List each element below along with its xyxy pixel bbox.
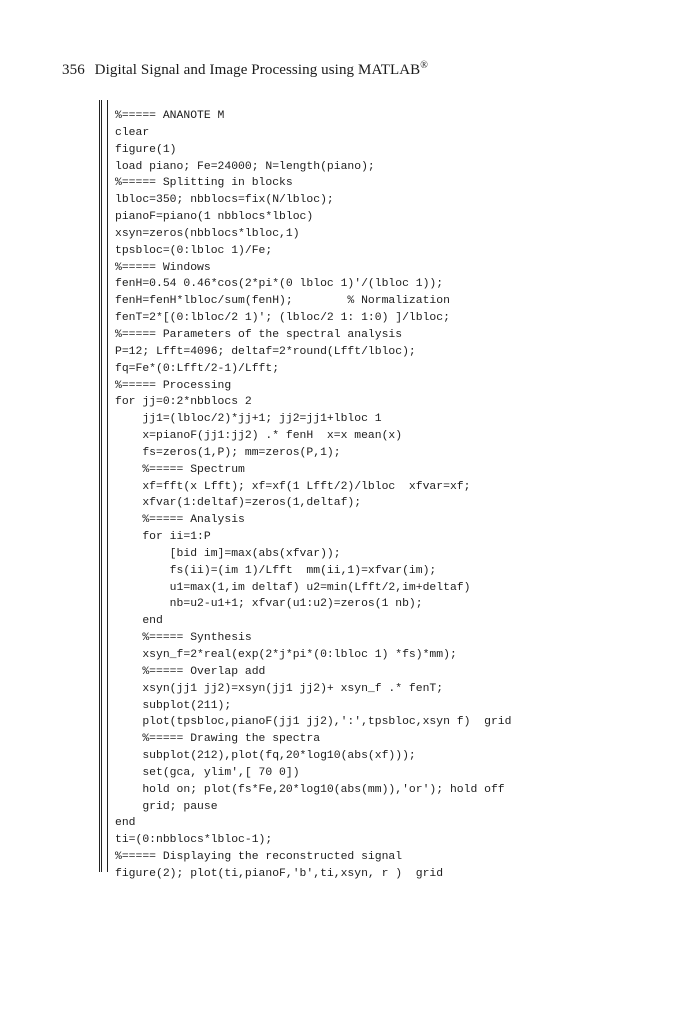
code-line: plot(tpsbloc,pianoF(jj1 jj2),':',tpsbloc,xsyn f) grid xyxy=(115,716,512,729)
code-line: fenH=0.54 0.46*cos(2*pi*(0 lbloc 1)'/(lbloc 1)); xyxy=(115,278,444,291)
code-line: u1=max(1,im deltaf) u2=min(Lfft/2,im+deltaf) xyxy=(115,581,471,594)
code-line: hold on; plot(fs*Fe,20*log10(abs(mm)),'or'); hold off xyxy=(115,783,505,796)
registered-trademark: ® xyxy=(420,60,428,71)
code-line: xsyn=zeros(nbblocs*lbloc,1) xyxy=(115,227,300,240)
code-line: clear xyxy=(115,126,150,139)
page-number: 356 xyxy=(62,62,85,78)
code-line: fs(ii)=(im 1)/Lfft mm(ii,1)=xfvar(im); xyxy=(115,564,437,577)
code-line: for jj=0:2*nbblocs 2 xyxy=(115,396,252,409)
code-line: figure(1) xyxy=(115,143,177,156)
code-line: load piano; Fe=24000; N=length(piano); xyxy=(115,160,375,173)
code-line: grid; pause xyxy=(115,800,218,813)
code-line: nb=u2-u1+1; xfvar(u1:u2)=zeros(1 nb); xyxy=(115,598,423,611)
code-line: set(gca, ylim',[ 70 0]) xyxy=(115,766,300,779)
code-line: P=12; Lfft=4096; deltaf=2*round(Lfft/lbloc); xyxy=(115,345,416,358)
code-line: xsyn(jj1 jj2)=xsyn(jj1 jj2)+ xsyn_f .* fenT; xyxy=(115,682,444,695)
code-line: for ii=1:P xyxy=(115,531,211,544)
code-line: subplot(212),plot(fq,20*log10(abs(xf))); xyxy=(115,750,416,763)
code-line: ti=(0:nbblocs*lbloc-1); xyxy=(115,834,273,847)
code-line: %===== Analysis xyxy=(115,514,245,527)
code-line: %===== Splitting in blocks xyxy=(115,177,293,190)
book-title: Digital Signal and Image Processing using MATLAB xyxy=(94,62,421,78)
code-line: fq=Fe*(0:Lfft/2-1)/Lfft; xyxy=(115,362,280,375)
code-line: end xyxy=(115,817,136,830)
code-line: fs=zeros(1,P); mm=zeros(P,1); xyxy=(115,446,341,459)
code-line: %===== Displaying the reconstructed signal xyxy=(115,851,403,864)
code-listing xyxy=(99,100,572,880)
code-line: x=pianoF(jj1:jj2) .* fenH x=x mean(x) xyxy=(115,430,403,443)
code-line: lbloc=350; nbblocs=fix(N/lbloc); xyxy=(115,194,334,207)
code-line: tpsbloc=(0:lbloc 1)/Fe; xyxy=(115,244,273,257)
code-line: jj1=(lbloc/2)*jj+1; jj2=jj1+lbloc 1 xyxy=(115,413,382,426)
running-head xyxy=(62,60,428,79)
code-line: %===== Parameters of the spectral analysis xyxy=(115,328,403,341)
code-line: subplot(211); xyxy=(115,699,232,712)
code-line: [bid im]=max(abs(xfvar)); xyxy=(115,547,341,560)
code-line: %===== Drawing the spectra xyxy=(115,733,321,746)
code-line: %===== Synthesis xyxy=(115,632,252,645)
code-line: pianoF=piano(1 nbblocs*lbloc) xyxy=(115,211,314,224)
code-line: %===== ANANOTE M xyxy=(115,110,225,122)
code-line: fenH=fenH*lbloc/sum(fenH); % Normalization xyxy=(115,295,450,308)
code-line: xf=fft(x Lfft); xf=xf(1 Lfft/2)/lbloc xfvar=xf; xyxy=(115,480,471,493)
code-line: end xyxy=(115,615,163,628)
code-line: figure(2); plot(ti,pianoF,'b',ti,xsyn, r ) grid xyxy=(115,867,444,880)
code-line: %===== Windows xyxy=(115,261,211,274)
code-line: xfvar(1:deltaf)=zeros(1,deltaf); xyxy=(115,497,362,510)
code-lines xyxy=(115,108,511,883)
code-line: %===== Processing xyxy=(115,379,232,392)
code-line: xsyn_f=2*real(exp(2*j*pi*(0:lbloc 1) *fs)*mm); xyxy=(115,649,457,661)
code-line: fenT=2*[(0:lbloc/2 1)'; (lbloc/2 1: 1:0) ]/lbloc; xyxy=(115,312,450,325)
code-line: %===== Spectrum xyxy=(115,463,245,476)
code-line: %===== Overlap add xyxy=(115,665,266,678)
